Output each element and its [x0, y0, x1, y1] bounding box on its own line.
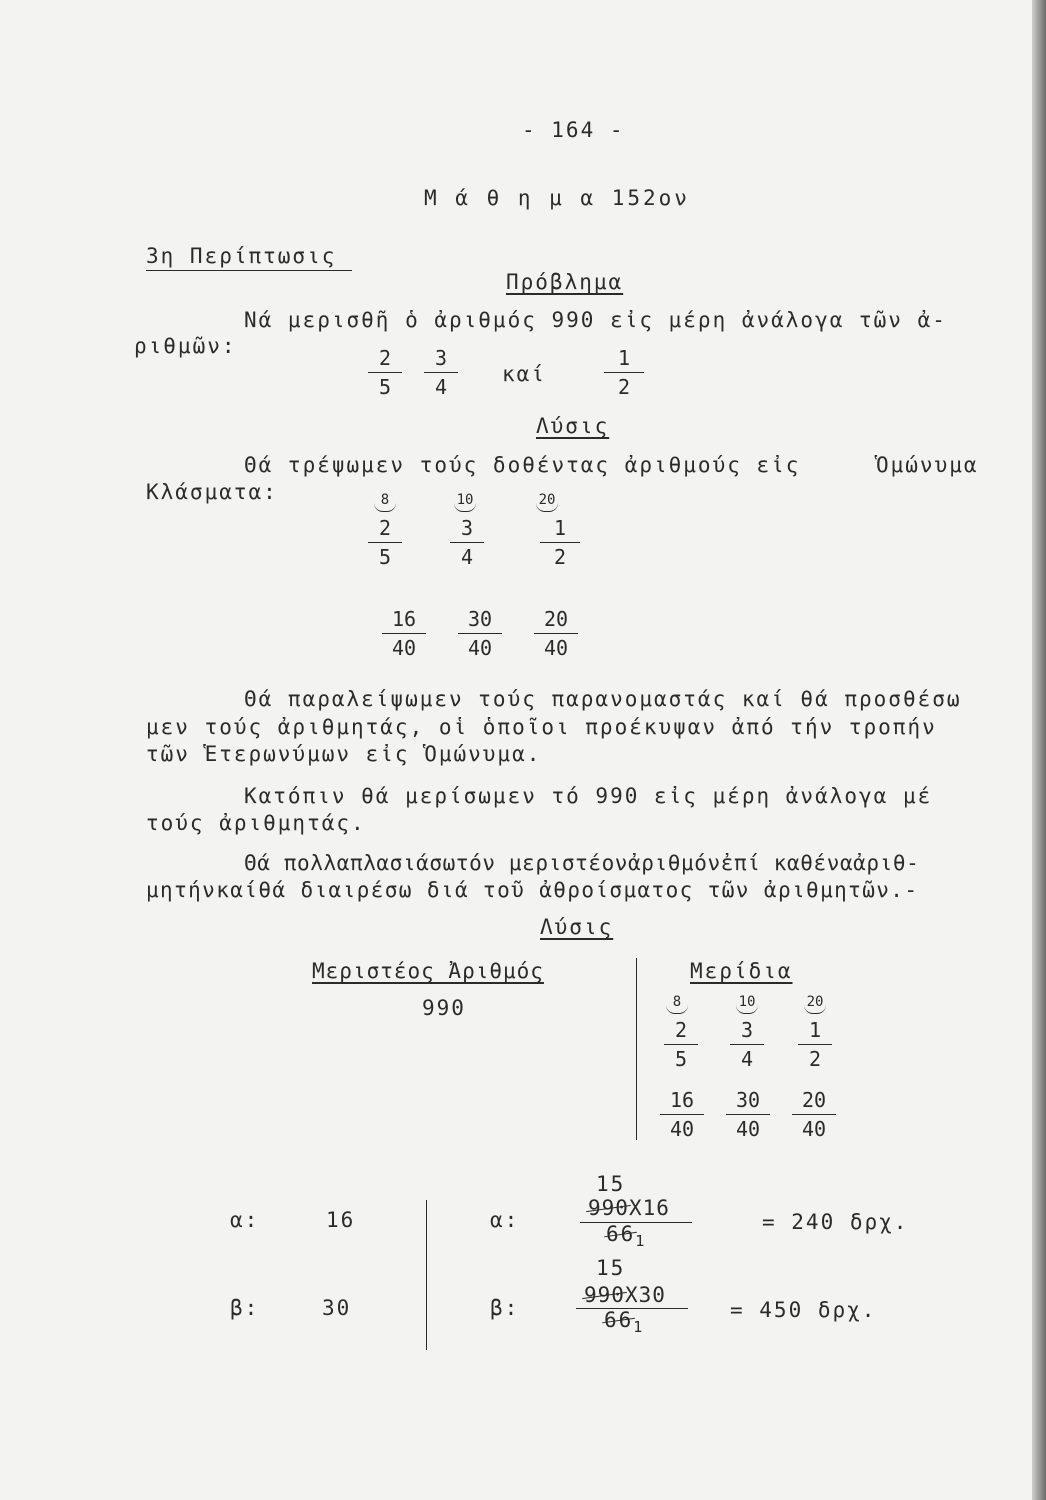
solution-line-2: Κλάσματα: [146, 480, 278, 504]
denominator: 4 [434, 375, 448, 399]
denominator: 5 [378, 375, 392, 399]
para2-line-1: Κατόπιν θά μερίσωμεν τό 990 εἰς μέρη ἀνάλογα μέ [244, 784, 933, 808]
common-fraction-2 [458, 607, 502, 660]
row-a-struck-990: 990 [588, 1196, 629, 1220]
denominator: 40 [735, 1117, 761, 1141]
denominator: 2 [617, 375, 631, 399]
para1-line-3: τῶν Ἑτερωνύμων εἰς Ὁμώνυμα. [146, 742, 542, 766]
table-multiplier-arc-2: 10 [728, 994, 766, 1010]
row-b-multiplier: Χ30 [624, 1283, 666, 1307]
table-multiplier-arc-1: 8 [658, 994, 696, 1010]
denominator: 40 [543, 636, 569, 660]
row-a-struck-66: 66 [606, 1222, 636, 1246]
denominator: 5 [674, 1047, 688, 1071]
denominator: 40 [801, 1117, 827, 1141]
para2-line-2: τούς ἀριθμητάς. [146, 811, 366, 835]
numerator: 1 [617, 346, 631, 370]
kai-word: καί [502, 362, 546, 386]
numerator: 1 [553, 516, 567, 540]
case-underline [146, 270, 352, 271]
numerator: 3 [740, 1018, 754, 1042]
numerator: 20 [543, 607, 569, 631]
table-fraction-3-4 [730, 1018, 764, 1071]
row-a-den-sub: 1 [635, 1232, 647, 1251]
solution-line-1: Θά τρέψωμεν τούς δοθέντας ἀριθμούς εἰς [244, 453, 801, 477]
denominator: 2 [553, 545, 567, 569]
col2-header: Μερίδια [690, 959, 793, 983]
multiplier-arc-2: 10 [446, 492, 484, 508]
row-b-label: β: [230, 1296, 260, 1320]
problem-line-1: Νά μερισθῆ ὁ ἀριθμός 990 εἰς μέρη ἀνάλογα τῶν ἀ- [244, 308, 947, 332]
row-a-label-2: α: [490, 1208, 520, 1232]
para3-line-1: Θά πολλαπλασιάσωτόν μεριστέονἀριθμόνἐπί καθέναἀριθ- [244, 851, 920, 875]
numerator: 30 [467, 607, 493, 631]
given-fraction-1 [368, 346, 402, 399]
numerator: 2 [674, 1018, 688, 1042]
table-fraction-2-5 [664, 1018, 698, 1071]
denominator: 2 [808, 1047, 822, 1071]
fraction-1-2 [540, 516, 580, 569]
numerator: 3 [460, 516, 474, 540]
row-a-denominator [606, 1222, 646, 1250]
numerator: 2 [378, 346, 392, 370]
table-common-fraction-2 [726, 1088, 770, 1141]
solution-heading-2: Λύσις [540, 915, 614, 939]
row-a-numerator [588, 1196, 670, 1220]
table-divider [636, 958, 637, 1140]
row-a-multiplier: Χ16 [628, 1196, 670, 1220]
page-edge-shadow [1032, 0, 1046, 1500]
common-fraction-3 [534, 607, 578, 660]
row-a-label: α: [230, 1208, 260, 1232]
given-fraction-2 [424, 346, 458, 399]
numerator: 16 [669, 1088, 695, 1112]
row-b-struck-66: 66 [604, 1308, 634, 1332]
dividend-value: 990 [422, 996, 466, 1020]
row-b-den-sub: 1 [633, 1318, 645, 1337]
table-common-fraction-3 [792, 1088, 836, 1141]
row-b-struck-990: 990 [584, 1283, 625, 1307]
solution-line-1-end: Ὁμώνυμα [876, 453, 979, 477]
para1-line-2: μεν τούς ἀριθμητάς, οἱ ὁποῖοι προέκυψαν ἀπό τήν τροπήν [146, 715, 937, 739]
para1-line-1: Θά παραλείψωμεν τούς παρανομαστάς καί θά προσθέσω [244, 687, 962, 711]
common-fraction-1 [382, 607, 426, 660]
denominator: 4 [460, 545, 474, 569]
multiplier-arc-1: 8 [366, 492, 404, 508]
page-number: - 164 - [522, 118, 625, 142]
row-a-quotient: 15 [596, 1172, 626, 1196]
table-multiplier-arc-3: 20 [796, 994, 834, 1010]
numerator: 2 [378, 516, 392, 540]
solution-heading-1: Λύσις [536, 414, 610, 438]
denominator: 40 [467, 636, 493, 660]
multiplier-arc-3: 20 [528, 492, 566, 508]
denominator: 40 [669, 1117, 695, 1141]
row-b-value: 30 [322, 1296, 352, 1320]
case-label: 3η Περίπτωσις [146, 244, 337, 268]
numerator: 1 [808, 1018, 822, 1042]
row-b-quotient: 15 [596, 1256, 626, 1280]
numerator: 30 [735, 1088, 761, 1112]
fraction-2-5 [368, 516, 402, 569]
lesson-title: Μ ά θ η μ α 152ον [424, 186, 690, 210]
row-b-denominator [604, 1308, 644, 1336]
fraction-3-4 [450, 516, 484, 569]
denominator: 5 [378, 545, 392, 569]
calc-divider [426, 1200, 427, 1350]
problem-heading: Πρόβλημα [506, 270, 624, 294]
row-b-result: = 450 δρχ. [730, 1298, 877, 1322]
para3-line-2: μητήνκαίθά διαιρέσω διά τοῦ ἀθροίσματος τῶν ἀριθμητῶν.- [146, 878, 919, 902]
denominator: 40 [391, 636, 417, 660]
numerator: 3 [434, 346, 448, 370]
given-fraction-3 [604, 346, 644, 399]
row-b-label-2: β: [490, 1296, 520, 1320]
table-fraction-1-2 [798, 1018, 832, 1071]
row-a-result: = 240 δρχ. [762, 1210, 909, 1234]
row-a-value: 16 [326, 1208, 356, 1232]
denominator: 4 [740, 1047, 754, 1071]
numerator: 20 [801, 1088, 827, 1112]
row-b-numerator [584, 1283, 666, 1307]
numerator: 16 [391, 607, 417, 631]
table-common-fraction-1 [660, 1088, 704, 1141]
problem-line-2: ριθμῶν: [134, 334, 237, 358]
col1-header: Μεριστέος Ἀριθμός [312, 959, 544, 983]
